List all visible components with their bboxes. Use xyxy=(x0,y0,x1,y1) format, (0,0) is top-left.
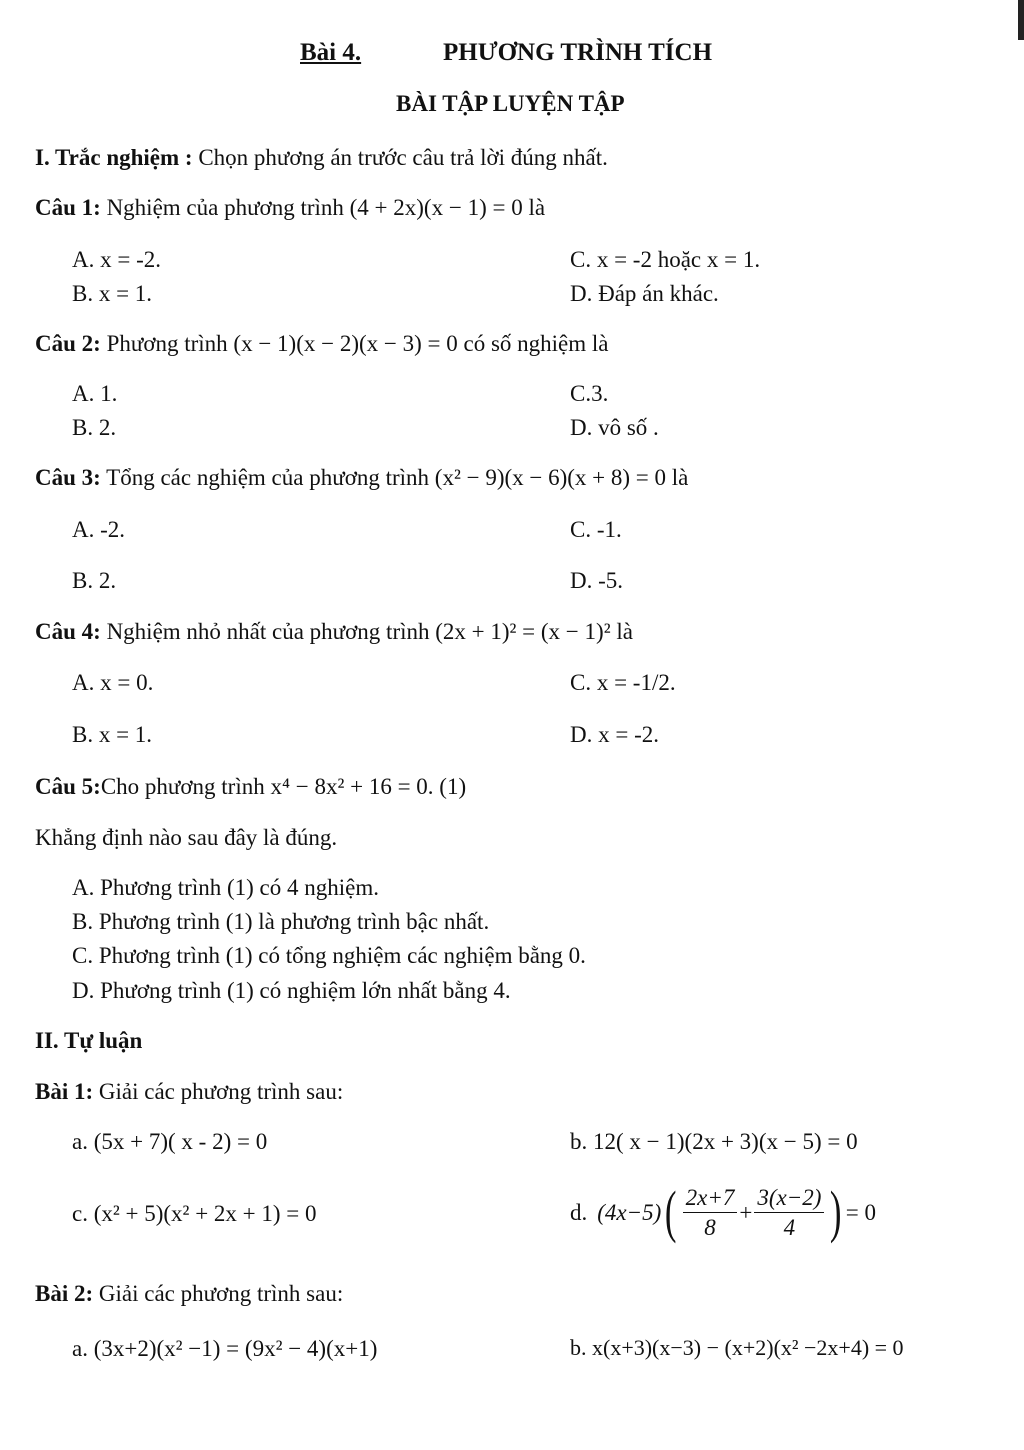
q4-option-d: D. x = -2. xyxy=(570,722,659,747)
subtitle: BÀI TẬP LUYỆN TẬP xyxy=(396,91,625,116)
fraction-2-numerator: 3(x−2) xyxy=(754,1186,824,1213)
q5-option-d: D. Phương trình (1) có nghiệm lớn nhất bằng 4. xyxy=(72,978,511,1003)
lesson-title: PHƯƠNG TRÌNH TÍCH xyxy=(443,39,713,66)
question-5-prompt: Khẳng định nào sau đây là đúng. xyxy=(35,825,338,850)
right-paren: ) xyxy=(830,1179,842,1244)
exercise-1-d-label: d. xyxy=(570,1199,588,1225)
fraction-1 xyxy=(683,1186,738,1239)
q2-option-c: C.3. xyxy=(570,381,609,406)
exercise-1-b: b. 12( x − 1)(2x + 3)(x − 5) = 0 xyxy=(570,1129,858,1154)
fraction-2 xyxy=(754,1186,824,1239)
exercise-2-a: a. (3x+2)(x² −1) = (9x² − 4)(x+1) xyxy=(72,1336,378,1361)
exercise-1-d-factor: (4x−5) xyxy=(597,1199,662,1225)
question-3: Câu 3: Tổng các nghiệm của phương trình (x² − 9)(x − 6)(x + 8) = 0 là xyxy=(35,465,689,490)
q1-option-c: C. x = -2 hoặc x = 1. xyxy=(570,247,761,272)
section-1-heading: I. Trắc nghiệm : Chọn phương án trước câu trả lời đúng nhất. xyxy=(35,145,608,170)
exercise-1-heading: Bài 1: Giải các phương trình sau: xyxy=(35,1079,344,1104)
fraction-2-denominator: 4 xyxy=(783,1214,796,1240)
left-paren: ( xyxy=(665,1179,677,1244)
page-edge-bar xyxy=(1018,0,1024,40)
q4-option-b: B. x = 1. xyxy=(72,722,153,747)
question-1: Câu 1: Nghiệm của phương trình (4 + 2x)(x − 1) = 0 là xyxy=(35,195,546,220)
question-5: Câu 5:Cho phương trình x⁴ − 8x² + 16 = 0. (1) xyxy=(35,774,467,799)
q2-option-b: B. 2. xyxy=(72,415,117,440)
q3-option-b: B. 2. xyxy=(72,568,117,593)
exercise-1-d xyxy=(570,1176,876,1248)
q5-option-a: A. Phương trình (1) có 4 nghiệm. xyxy=(72,875,379,900)
question-4: Câu 4: Nghiệm nhỏ nhất của phương trình (2x + 1)² = (x − 1)² là xyxy=(35,619,633,644)
exercise-1-a: a. (5x + 7)( x - 2) = 0 xyxy=(72,1129,268,1154)
plus-sign: + xyxy=(739,1199,753,1225)
question-2: Câu 2: Phương trình (x − 1)(x − 2)(x − 3) = 0 có số nghiệm là xyxy=(35,331,609,356)
q3-option-c: C. -1. xyxy=(570,517,622,542)
exercise-2-b: b. x(x+3)(x−3) − (x+2)(x² −2x+4) = 0 xyxy=(570,1335,904,1360)
lesson-number: Bài 4. xyxy=(300,39,362,66)
fraction-1-numerator: 2x+7 xyxy=(683,1186,738,1213)
q3-option-d: D. -5. xyxy=(570,568,624,593)
q2-option-a: A. 1. xyxy=(72,381,118,406)
q4-option-c: C. x = -1/2. xyxy=(570,670,676,695)
exercise-1-d-tail: = 0 xyxy=(845,1199,876,1225)
q1-option-a: A. x = -2. xyxy=(72,247,161,272)
exercise-1-c: c. (x² + 5)(x² + 2x + 1) = 0 xyxy=(72,1201,317,1226)
q2-option-d: D. vô số . xyxy=(570,415,659,440)
q5-option-b: B. Phương trình (1) là phương trình bậc nhất. xyxy=(72,909,490,934)
q4-option-a: A. x = 0. xyxy=(72,670,154,695)
q1-option-d: D. Đáp án khác. xyxy=(570,281,719,306)
exercise-2-heading: Bài 2: Giải các phương trình sau: xyxy=(35,1281,344,1306)
fraction-1-denominator: 8 xyxy=(704,1214,716,1240)
section-2-heading: II. Tự luận xyxy=(35,1028,143,1053)
q5-option-c: C. Phương trình (1) có tổng nghiệm các nghiệm bằng 0. xyxy=(72,943,586,968)
q3-option-a: A. -2. xyxy=(72,517,126,542)
q1-option-b: B. x = 1. xyxy=(72,281,153,306)
